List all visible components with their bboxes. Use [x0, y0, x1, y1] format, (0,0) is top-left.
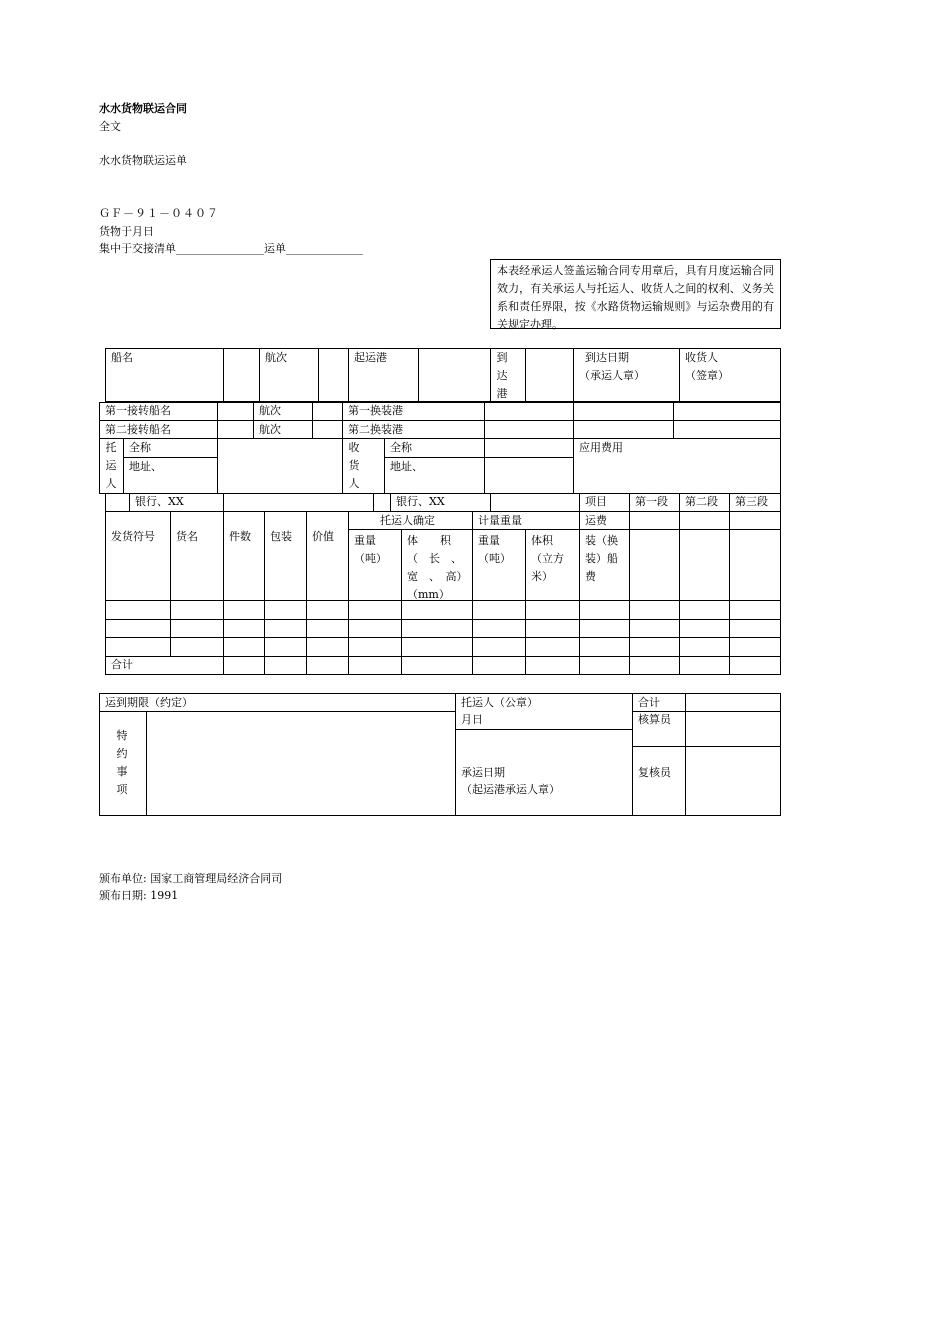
weight-ton-label: 重量 （吨） — [354, 534, 387, 565]
issuer-line: 颁布单位: 国家工商管理局经济合同司 — [99, 872, 283, 885]
fulltext-label: 全文 — [99, 120, 121, 133]
volume-m3-label: 体积 （立方 米） — [531, 534, 564, 583]
goods-name-label: 货名 — [176, 530, 198, 543]
shipper-seal-label: 托运人（公章） — [461, 696, 538, 709]
shipper-full-name-label: 全称 — [129, 441, 151, 454]
cargo-date-line: 货物于月日 — [99, 225, 154, 238]
shipper-bank-label: 银行、XX — [135, 495, 184, 508]
packing-label: 包装 — [270, 530, 292, 543]
carrier-seal-label: （承运人章） — [579, 369, 645, 382]
weight-ton2-label: 重量 （吨） — [478, 534, 511, 565]
origin-carrier-seal-label: （起运港承运人章） — [461, 783, 560, 796]
pieces-label: 件数 — [229, 530, 251, 543]
freight-label: 运费 — [585, 514, 607, 527]
shipper-address-label: 地址、 — [129, 460, 162, 473]
voyage-label: 航次 — [265, 351, 287, 364]
shipper-confirm-label: 托运人确定 — [380, 514, 435, 527]
item-label: 项目 — [585, 495, 607, 508]
origin-port-label: 起运港 — [354, 351, 387, 364]
second-transship-port-label: 第二换装港 — [348, 423, 403, 436]
transit-limit-label: 运到期限（约定） — [105, 696, 193, 709]
notice-box: 本表经承运人签盖运输合同专用章后，具有月度运输合同效力，有关承运人与托运人、收货人之间的权利、义务关系和责任界限，按《水路货物运输规则》与运杂费用的有关规定办理。 — [490, 259, 781, 329]
accountant-label: 核算员 — [638, 713, 671, 726]
arrival-date-label: 到达日期 — [585, 351, 629, 364]
carriage-date-label: 承运日期 — [461, 766, 505, 779]
voyage3-label: 航次 — [259, 423, 281, 436]
issue-date-line: 颁布日期: 1991 — [99, 889, 179, 902]
month-day-label: 月日 — [461, 713, 483, 726]
value-label: 价值 — [312, 530, 334, 543]
transfer-list-line: 集中于交接清单________________运单______________ — [99, 242, 363, 255]
applicable-fees-label: 应用费用 — [579, 441, 623, 454]
mark-label: 发货符号 — [111, 530, 155, 543]
measured-weight-label: 计量重量 — [478, 514, 522, 527]
first-transship-port-label: 第一换装港 — [348, 404, 403, 417]
special-terms-label: 特 约 事 项 — [116, 729, 128, 796]
shipper-label: 托 运 人 — [105, 441, 117, 490]
dest-port-label: 到 达 港 — [496, 351, 508, 400]
loading-fee-label: 装（换 装）船 费 — [585, 534, 618, 583]
segment3-label: 第三段 — [735, 495, 768, 508]
segment1-label: 第一段 — [635, 495, 668, 508]
second-transfer-ship-label: 第二接转船名 — [105, 423, 171, 436]
table2-total-label: 合计 — [638, 696, 660, 709]
document-title: 水水货物联运合同 — [99, 102, 187, 115]
waybill-name: 水水货物联运运单 — [99, 154, 187, 167]
ship-name-label: 船名 — [111, 351, 133, 364]
consignee-label: 收货人 — [685, 351, 718, 364]
segment2-label: 第二段 — [685, 495, 718, 508]
form-code: ＧＦ－９１－０４０７ — [99, 207, 219, 220]
volume-dims-label: 体 积 （ 长 、 宽 、 高） （mm） — [407, 534, 468, 601]
consignee-seal-label: （签章） — [685, 369, 729, 382]
receiver-address-label: 地址、 — [390, 460, 423, 473]
total-label: 合计 — [111, 658, 133, 671]
voyage2-label: 航次 — [259, 404, 281, 417]
first-transfer-ship-label: 第一接转船名 — [105, 404, 171, 417]
receiver-full-name-label: 全称 — [390, 441, 412, 454]
receiver-label: 收 货 人 — [348, 441, 360, 490]
reviewer-label: 复核员 — [638, 766, 671, 779]
receiver-bank-label: 银行、XX — [396, 495, 445, 508]
